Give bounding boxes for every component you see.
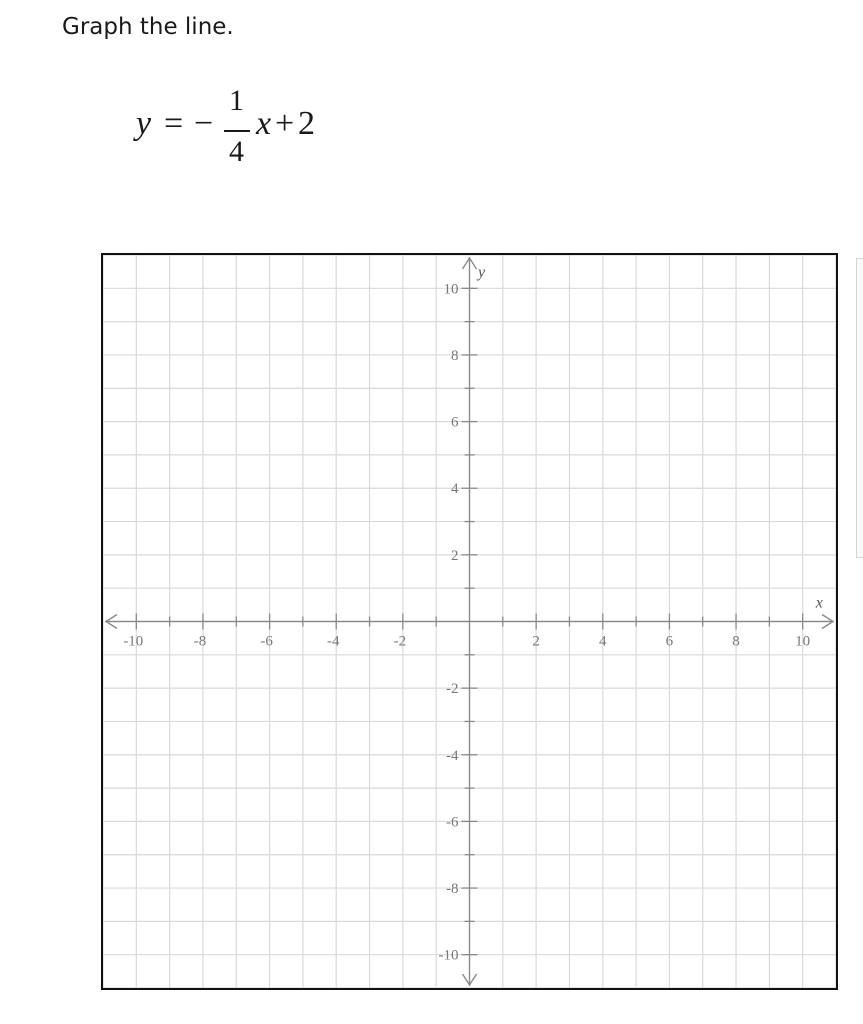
- x-tick-label: 4: [599, 633, 607, 650]
- y-tick-label: 6: [451, 414, 459, 431]
- question-prompt: Graph the line.: [62, 14, 234, 40]
- x-axis-label: x: [815, 594, 823, 612]
- equation-plus: +: [275, 105, 295, 142]
- equation-variable: x: [256, 105, 272, 142]
- x-tick-label: 10: [795, 633, 811, 650]
- line-equation: [136, 82, 356, 178]
- x-tick-label: 6: [665, 633, 674, 650]
- x-tick-label: -10: [123, 633, 144, 650]
- x-tick-label: -6: [260, 633, 273, 650]
- fraction-bar: [224, 130, 250, 132]
- equation-equals: =: [164, 105, 184, 142]
- equation-constant: 2: [298, 105, 315, 142]
- y-tick-label: 4: [451, 481, 459, 498]
- y-tick-label: -2: [446, 681, 459, 698]
- equation-lhs: y: [136, 105, 152, 142]
- x-tick-label: 2: [532, 633, 540, 650]
- coordinate-grid[interactable]: [103, 255, 836, 988]
- fraction-denominator: 4: [229, 135, 244, 168]
- y-tick-label: -10: [438, 947, 459, 964]
- y-tick-label: 8: [451, 347, 459, 364]
- y-tick-label: -6: [446, 814, 459, 831]
- y-tick-label: 10: [443, 281, 459, 298]
- y-axis-label: y: [477, 264, 486, 281]
- y-tick-label: 2: [451, 547, 459, 564]
- side-panel-edge: [856, 258, 863, 558]
- x-tick-label: -4: [326, 633, 340, 650]
- graphing-canvas[interactable]: [101, 253, 838, 990]
- fraction-numerator: 1: [229, 84, 244, 117]
- y-tick-label: -4: [446, 747, 459, 764]
- x-tick-label: -8: [193, 633, 207, 650]
- x-tick-label: -2: [393, 633, 407, 650]
- y-tick-label: -8: [446, 881, 459, 898]
- x-tick-label: 8: [732, 633, 740, 650]
- equation-sign: −: [194, 105, 214, 142]
